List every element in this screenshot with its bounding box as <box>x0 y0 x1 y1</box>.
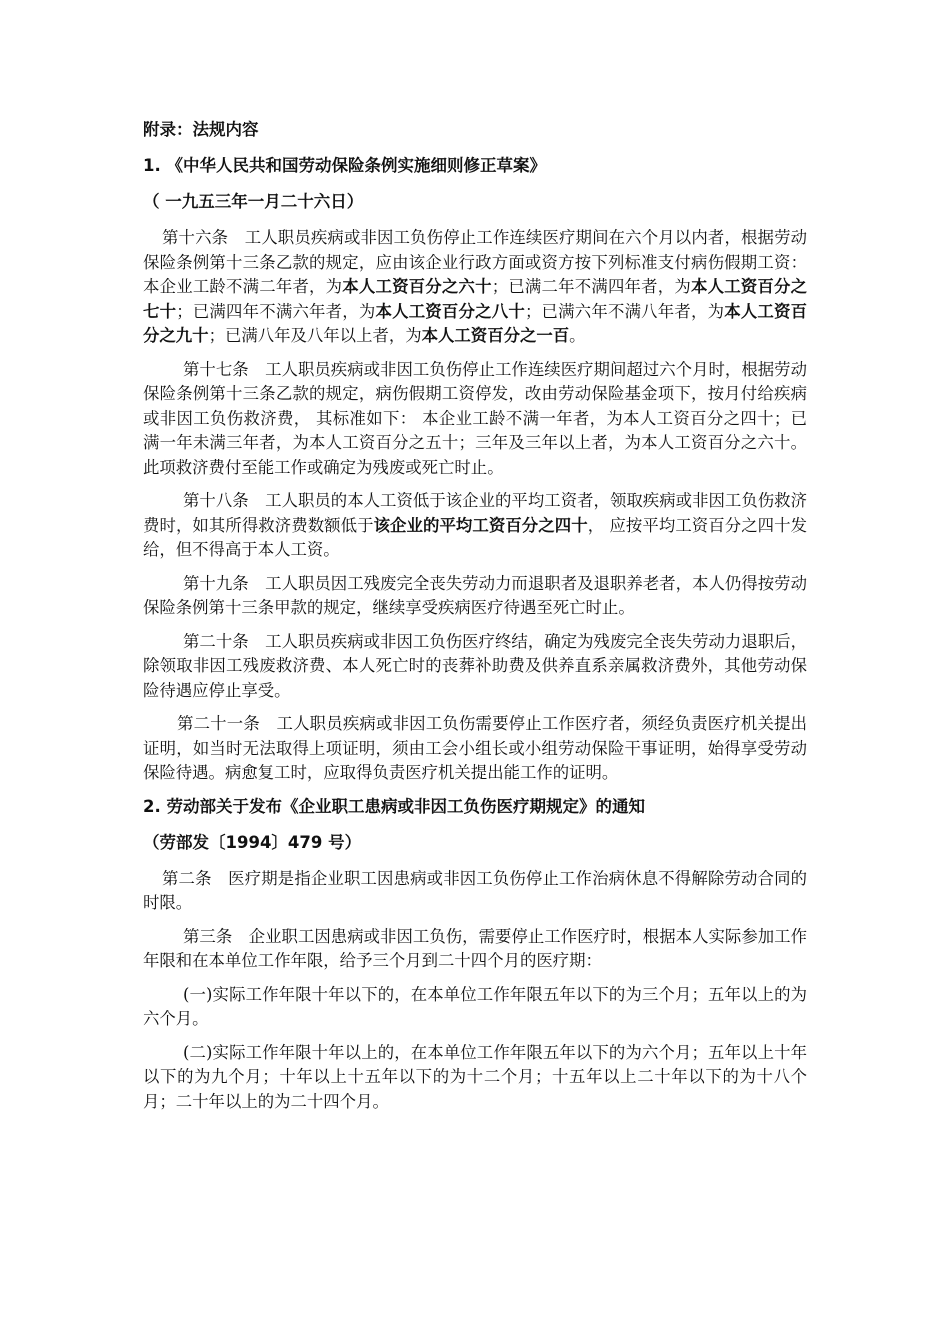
article-18-text-1: 第十八条 工人职员的本人工资低于该企业的平均工资者，领取疾病或非因工负伤救济费时，如其所得救济费数额低于 <box>143 491 807 535</box>
article-2: 第二条 医疗期是指企业职工因患病或非因工负伤停止工作治病休息不得解除劳动合同的时限。 <box>143 868 807 912</box>
article-3: 第三条 企业职工因患病或非因工负伤，需要停止工作医疗时，根据本人实际参加工作年限和在本单位工作年限，给予三个月到二十四个月的医疗期： <box>143 926 807 970</box>
article-16-bold-5: 本人工资百分之一百 <box>421 326 570 345</box>
section2-title: 2. 劳动部关于发布《企业职工患病或非因工负伤医疗期规定》的通知 <box>143 796 645 816</box>
section1-title: 1. 《中华人民共和国劳动保险条例实施细则修正草案》 <box>143 156 546 175</box>
article-18-text-2: ， 应按平均工资百分之四十发给，但不得高于本人工资。 <box>143 515 808 559</box>
article-21: 第二十一条 工人职员疾病或非因工负伤需要停止工作医疗者，须经负责医疗机关提出证明，如当时无法取得上项证明，须由工会小组长或小组劳动保险干事证明，始得享受劳动保险待遇。病愈复工时，应取得负责医疗机关提出能工作的证明。 <box>143 714 807 782</box>
article-16-bold-3: 本人工资百分之八十 <box>375 301 525 321</box>
section1-date: （ 一九五三年一月二十六日） <box>143 192 364 211</box>
article-3-item-1: (一)实际工作年限十年以下的，在本单位工作年限五年以下的为三个月；五年以上的为六个月。 <box>143 984 807 1028</box>
article-16-text-2: ；已满二年不满四年者，为 <box>491 277 691 296</box>
appendix-title: 附录：法规内容 <box>143 120 259 139</box>
article-3-item-2: (二)实际工作年限十年以上的，在本单位工作年限五年以下的为六个月；五年以上十年以下的为九个月；十年以上十五年以下的为十二个月；十五年以上二十年以下的为十八个月；二十年以上的为二十四个月。 <box>143 1042 807 1111</box>
article-19: 第十九条 工人职员因工残废完全丧失劳动力而退职者及退职养老者，本人仍得按劳动保险条例第十三条甲款的规定，继续享受疾病医疗待遇至死亡时止。 <box>143 573 807 617</box>
document-page <box>143 118 807 1123</box>
article-16-text-5: ；已满八年及八年以上者，为 <box>208 326 422 345</box>
article-16-text-4: ；已满六年不满八年者，为 <box>524 301 725 321</box>
section2-doc-number: （劳部发〔1994〕479 号） <box>143 832 362 852</box>
article-16-bold-4: 本人工资百分之九十 <box>143 301 808 345</box>
article-16-bold-2: 本人工资百分之七十 <box>143 277 808 321</box>
article-17: 第十七条 工人职员疾病或非因工负伤停止工作连续医疗期间超过六个月时，根据劳动保险条例第十三条乙款的规定，病伤假期工资停发，改由劳动保险基金项下，按月付给疾病或非因工负伤救济费， 其标准如下： 本企业工龄不满一年者，为本人工资百分之四十；已满一年未满三年者，为本人工资百分之五十；三年及三年以上者，为本人工资百分之六十。此项救济费付至能工作或确定为残废或死亡时止。 <box>143 359 807 477</box>
article-20: 第二十条 工人职员疾病或非因工负伤医疗终结，确定为残废完全丧失劳动力退职后，除领取非因工残废救济费、本人死亡时的丧葬补助费及供养直系亲属救济费外，其他劳动保险待遇应停止享受。 <box>143 631 807 700</box>
article-16-bold-1: 本人工资百分之六十 <box>342 277 492 296</box>
article-16-text-1: 第十六条 工人职员疾病或非因工负伤停止工作连续医疗期间在六个月以内者，根据劳动保险条例第十三条乙款的规定，应由该企业行政方面或资方按下列标准支付病伤假期工资：本企业工龄不满二年者，为 <box>143 228 807 296</box>
article-16-text-3: ；已满四年不满六年者，为 <box>176 301 376 321</box>
article-18 <box>143 489 807 563</box>
article-16 <box>143 226 807 349</box>
article-18-bold-1: 该企业的平均工资百分之四十 <box>373 515 588 535</box>
article-16-text-6: 。 <box>569 326 586 345</box>
